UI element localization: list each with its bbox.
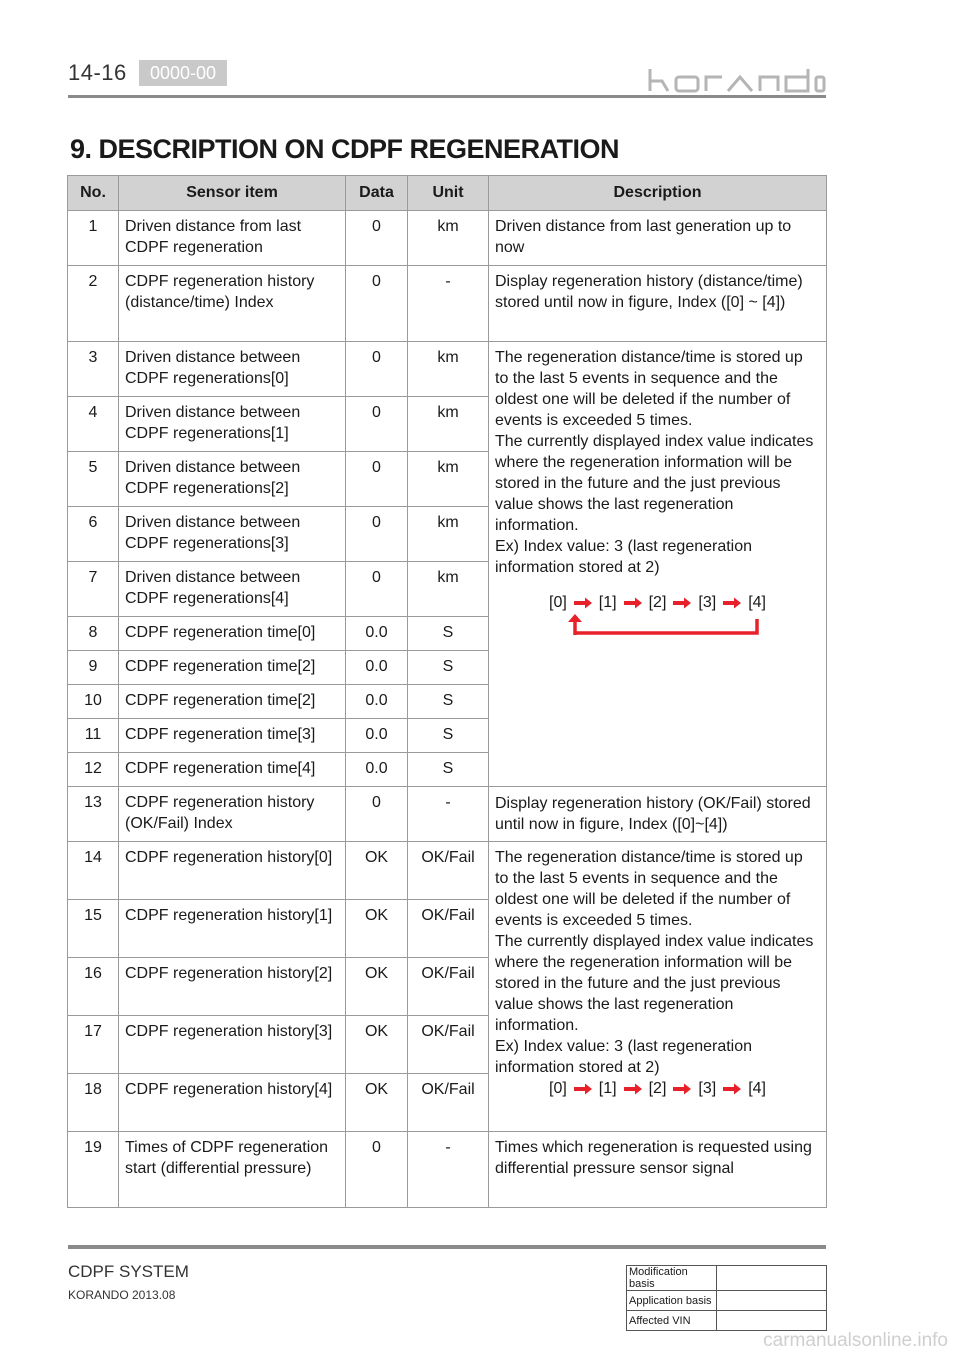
- seq-item: [3]: [698, 594, 717, 611]
- row-sensor-item: Driven distance from last CDPF regeneration: [119, 211, 346, 266]
- row-description: Times which regeneration is requested using differential pressure sensor signal: [489, 1132, 827, 1208]
- row-unit: km: [408, 211, 489, 266]
- index-meaning-text: The currently displayed index value indicates where the regeneration information will be stored in the future and the just previous value shows the last regeneration information.: [495, 933, 814, 1034]
- row-sensor-item: CDPF regeneration time[2]: [119, 651, 346, 685]
- row-data: OK: [346, 1016, 408, 1074]
- row-no: 1: [68, 211, 119, 266]
- header-sensor-item: Sensor item: [119, 176, 346, 211]
- code-badge: 0000-00: [139, 60, 227, 86]
- right-arrow-icon: [573, 597, 593, 609]
- mod-value: [717, 1266, 827, 1291]
- row-data: 0.0: [346, 617, 408, 651]
- row-sensor-item: Driven distance between CDPF regenerations[1]: [119, 397, 346, 452]
- mod-value: [717, 1311, 827, 1331]
- row-no: 12: [68, 753, 119, 787]
- row-data: OK: [346, 842, 408, 900]
- page-title: 9. DESCRIPTION ON CDPF REGENERATION: [70, 134, 620, 164]
- row-data: OK: [346, 958, 408, 1016]
- row-sensor-item: Driven distance between CDPF regenerations[0]: [119, 342, 346, 397]
- right-arrow-icon: [623, 597, 643, 609]
- footer-section-name: CDPF SYSTEM: [68, 1262, 189, 1281]
- right-arrow-icon: [722, 597, 742, 609]
- mod-label: Application basis: [627, 1291, 717, 1311]
- row-data: 0: [346, 452, 408, 507]
- table-row: [68, 787, 827, 842]
- row-no: 8: [68, 617, 119, 651]
- seq-item: [2]: [648, 594, 667, 611]
- right-arrow-icon: [722, 1083, 742, 1095]
- row-unit: S: [408, 753, 489, 787]
- row-sensor-item: CDPF regeneration history (distance/time) Index: [119, 266, 346, 342]
- row-sensor-item: Times of CDPF regeneration start (differential pressure): [119, 1132, 346, 1208]
- row-no: 14: [68, 842, 119, 900]
- row-description: Display regeneration history (OK/Fail) stored until now in figure, Index ([0]~[4]): [489, 787, 827, 842]
- row-unit: km: [408, 507, 489, 562]
- history-description: [489, 842, 827, 1132]
- header-no: No.: [68, 176, 119, 211]
- seq-item: [2]: [648, 1080, 667, 1097]
- row-no: 18: [68, 1074, 119, 1132]
- row-unit: -: [408, 1132, 489, 1208]
- mod-label: Modification basis: [627, 1266, 717, 1291]
- row-unit: OK/Fail: [408, 958, 489, 1016]
- row-sensor-item: CDPF regeneration time[0]: [119, 617, 346, 651]
- distance-time-description: [489, 342, 827, 787]
- header-description: Description: [489, 176, 827, 211]
- row-no: 2: [68, 266, 119, 342]
- footer-model: KORANDO 2013.08: [68, 1288, 176, 1302]
- header-rule: [68, 95, 826, 98]
- loop-back-arrow-icon: [563, 613, 759, 635]
- table-row: [68, 211, 827, 266]
- row-sensor-item: Driven distance between CDPF regenerations[4]: [119, 562, 346, 617]
- index-meaning-text: The currently displayed index value indicates where the regeneration information will be stored in the future and the just previous value shows the last regeneration information.: [495, 433, 814, 534]
- row-no: 16: [68, 958, 119, 1016]
- table-row: [68, 266, 827, 342]
- modification-table: [626, 1265, 827, 1331]
- row-data: 0: [346, 342, 408, 397]
- row-data: 0.0: [346, 719, 408, 753]
- row-unit: km: [408, 562, 489, 617]
- table-row: [68, 842, 827, 900]
- row-unit: S: [408, 685, 489, 719]
- header-unit: Unit: [408, 176, 489, 211]
- row-data: 0: [346, 211, 408, 266]
- table-header-row: [68, 176, 827, 211]
- mod-row: [627, 1311, 827, 1331]
- row-unit: OK/Fail: [408, 1016, 489, 1074]
- seq-item: [4]: [748, 1080, 766, 1097]
- row-unit: S: [408, 719, 489, 753]
- row-data: 0.0: [346, 685, 408, 719]
- row-data: OK: [346, 900, 408, 958]
- korando-logo: [646, 66, 826, 94]
- right-arrow-icon: [672, 1083, 692, 1095]
- row-data: OK: [346, 1074, 408, 1132]
- row-no: 6: [68, 507, 119, 562]
- row-sensor-item: CDPF regeneration history[2]: [119, 958, 346, 1016]
- row-no: 10: [68, 685, 119, 719]
- mod-row: [627, 1266, 827, 1291]
- row-sensor-item: CDPF regeneration time[2]: [119, 685, 346, 719]
- storage-rule-text: The regeneration distance/time is stored up to the last 5 events in sequence and the oldest one will be deleted if the number of events is exceeded 5 times.: [495, 349, 803, 429]
- page-number: 14-16: [68, 60, 127, 85]
- seq-item: [0]: [549, 594, 567, 611]
- row-unit: km: [408, 397, 489, 452]
- row-no: 4: [68, 397, 119, 452]
- row-sensor-item: CDPF regeneration history (OK/Fail) Index: [119, 787, 346, 842]
- row-description: Display regeneration history (distance/time) stored until now in figure, Index ([0] ~ [4]): [489, 266, 827, 342]
- row-unit: S: [408, 651, 489, 685]
- row-data: 0: [346, 507, 408, 562]
- row-no: 15: [68, 900, 119, 958]
- row-unit: S: [408, 617, 489, 651]
- seq-item: [0]: [549, 1080, 567, 1097]
- row-data: 0: [346, 562, 408, 617]
- row-unit: km: [408, 342, 489, 397]
- row-unit: -: [408, 266, 489, 342]
- row-unit: OK/Fail: [408, 900, 489, 958]
- seq-item: [4]: [748, 594, 766, 611]
- seq-item: [3]: [698, 1080, 717, 1097]
- row-sensor-item: CDPF regeneration history[3]: [119, 1016, 346, 1074]
- row-description: Driven distance from last generation up to now: [489, 211, 827, 266]
- row-data: 0: [346, 266, 408, 342]
- table-row: [68, 1132, 827, 1208]
- row-sensor-item: CDPF regeneration history[4]: [119, 1074, 346, 1132]
- row-no: 5: [68, 452, 119, 507]
- row-unit: -: [408, 787, 489, 842]
- row-sensor-item: CDPF regeneration time[3]: [119, 719, 346, 753]
- example-text: Ex) Index value: 3 (last regeneration information stored at 2): [495, 538, 753, 576]
- mod-label: Affected VIN: [627, 1311, 717, 1331]
- right-arrow-icon: [672, 597, 692, 609]
- row-no: 7: [68, 562, 119, 617]
- example-text: Ex) Index value: 3 (last regeneration information stored at 2): [495, 1038, 753, 1076]
- seq-item: [1]: [598, 1080, 617, 1097]
- row-unit: km: [408, 452, 489, 507]
- mod-row: [627, 1291, 827, 1311]
- table-row: [68, 342, 827, 397]
- row-sensor-item: CDPF regeneration time[4]: [119, 753, 346, 787]
- row-sensor-item: CDPF regeneration history[1]: [119, 900, 346, 958]
- row-no: 3: [68, 342, 119, 397]
- row-no: 19: [68, 1132, 119, 1208]
- index-sequence: [495, 592, 820, 613]
- row-data: 0: [346, 397, 408, 452]
- row-data: 0: [346, 1132, 408, 1208]
- row-no: 17: [68, 1016, 119, 1074]
- row-unit: OK/Fail: [408, 842, 489, 900]
- row-no: 13: [68, 787, 119, 842]
- row-data: 0.0: [346, 753, 408, 787]
- row-sensor-item: Driven distance between CDPF regenerations[3]: [119, 507, 346, 562]
- seq-item: [1]: [598, 594, 617, 611]
- mod-value: [717, 1291, 827, 1311]
- row-sensor-item: CDPF regeneration history[0]: [119, 842, 346, 900]
- row-sensor-item: Driven distance between CDPF regenerations[2]: [119, 452, 346, 507]
- index-sequence: [495, 1078, 820, 1099]
- header-data: Data: [346, 176, 408, 211]
- row-data: 0.0: [346, 651, 408, 685]
- cdpf-description-table: [67, 175, 827, 1208]
- right-arrow-icon: [573, 1083, 593, 1095]
- right-arrow-icon: [623, 1083, 643, 1095]
- footer-rule: [68, 1245, 826, 1249]
- row-no: 9: [68, 651, 119, 685]
- storage-rule-text: The regeneration distance/time is stored up to the last 5 events in sequence and the oldest one will be deleted if the number of events is exceeded 5 times.: [495, 849, 803, 929]
- row-unit: OK/Fail: [408, 1074, 489, 1132]
- row-no: 11: [68, 719, 119, 753]
- row-data: 0: [346, 787, 408, 842]
- watermark: carmanualsonline.info: [763, 1330, 948, 1351]
